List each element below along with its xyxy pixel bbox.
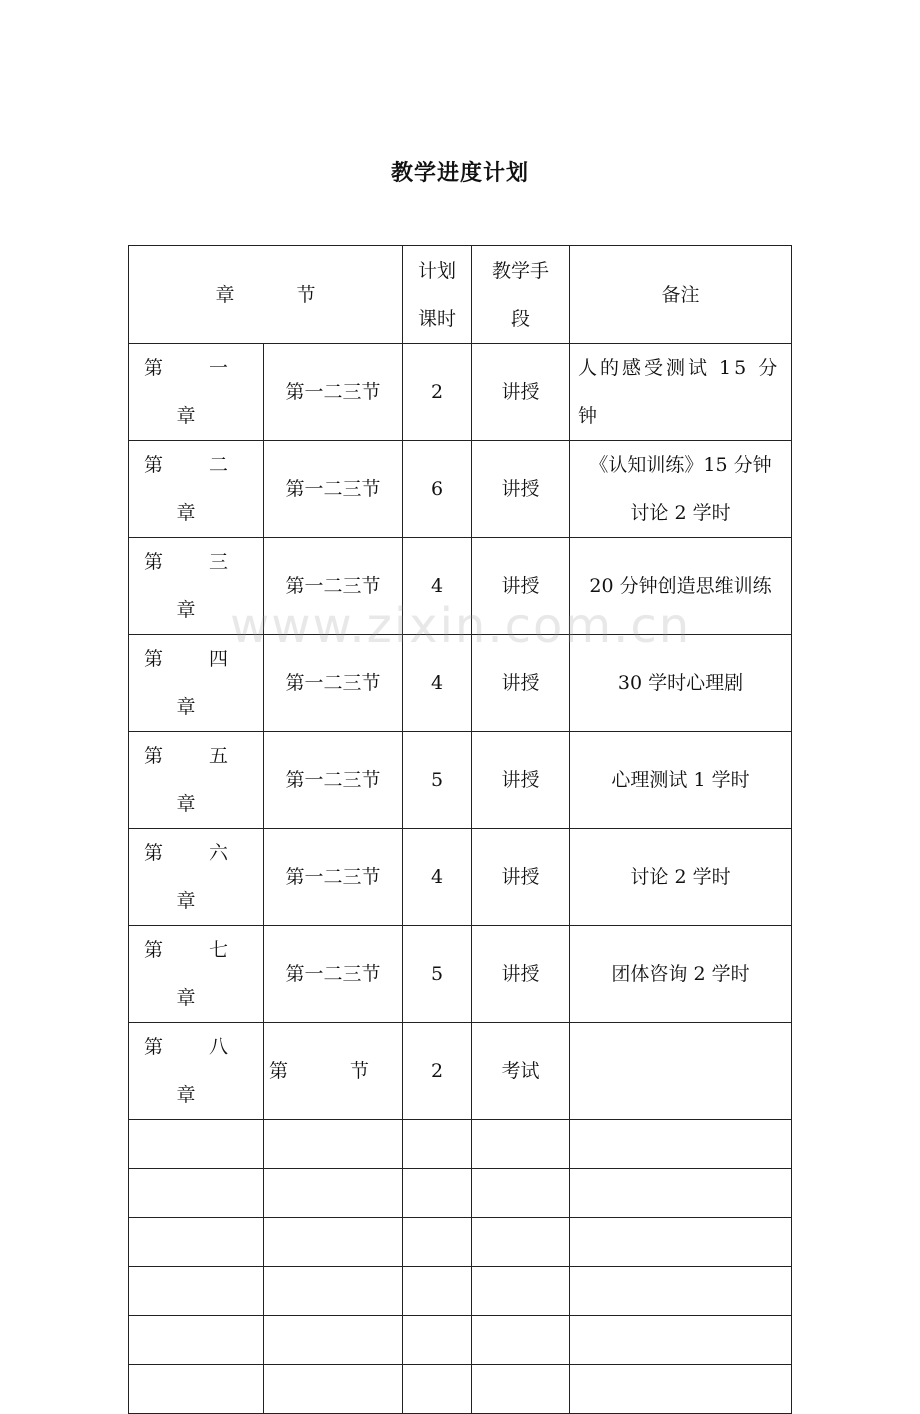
- table-row: [129, 926, 792, 1023]
- table-row: [129, 732, 792, 829]
- section-cell: 第 节: [264, 1023, 403, 1120]
- table-row: [129, 635, 792, 732]
- chapter-cell: 第 二 章: [129, 441, 264, 538]
- table-row: [129, 1023, 792, 1120]
- header-chapter-section: [129, 246, 403, 344]
- notes-line1: 人的感受测试 15 分: [578, 357, 781, 379]
- section-cell: 第一二三节: [264, 635, 403, 732]
- hours-cell: 2: [403, 344, 472, 441]
- method-cell: 讲授: [472, 441, 570, 538]
- section-cell: 第一二三节: [264, 732, 403, 829]
- empty-cell: [472, 1365, 570, 1414]
- empty-cell: [129, 1169, 264, 1218]
- header-hours-line2: 课时: [417, 307, 456, 330]
- notes-cell: [570, 344, 792, 441]
- empty-cell: [472, 1316, 570, 1365]
- method-cell: 讲授: [472, 635, 570, 732]
- hours-cell: 4: [403, 829, 472, 926]
- table-row: [129, 829, 792, 926]
- chapter-cell: 第 一 章: [129, 344, 264, 441]
- empty-cell: [570, 1365, 792, 1414]
- page-title: 教学进度计划: [390, 161, 529, 186]
- chapter-cell: 第 五 章: [129, 732, 264, 829]
- method-cell: 讲授: [472, 926, 570, 1023]
- hours-cell: 5: [403, 926, 472, 1023]
- empty-cell: [472, 1267, 570, 1316]
- table-row: [129, 441, 792, 538]
- section-cell: 第一二三节: [264, 344, 403, 441]
- header-row: [129, 246, 792, 344]
- method-cell: 讲授: [472, 344, 570, 441]
- notes-cell: [570, 441, 792, 538]
- empty-cell: [570, 1316, 792, 1365]
- empty-cell: [570, 1169, 792, 1218]
- empty-cell: [403, 1169, 472, 1218]
- section-cell: 第一二三节: [264, 538, 403, 635]
- notes-cell: 20 分钟创造思维训练: [570, 538, 792, 635]
- empty-cell: [264, 1365, 403, 1414]
- empty-cell: [403, 1316, 472, 1365]
- chapter-cell: 第 六 章: [129, 829, 264, 926]
- empty-cell: [264, 1218, 403, 1267]
- empty-cell: [403, 1365, 472, 1414]
- empty-cell: [129, 1316, 264, 1365]
- teaching-schedule-table: [128, 245, 792, 1414]
- empty-cell: [129, 1267, 264, 1316]
- empty-row: [129, 1267, 792, 1316]
- empty-cell: [264, 1316, 403, 1365]
- empty-row: [129, 1169, 792, 1218]
- notes-line2: 讨论 2 学时: [630, 502, 731, 524]
- section-cell: 第一二三节: [264, 441, 403, 538]
- chapter-cell: 第 三 章: [129, 538, 264, 635]
- header-method-line1: 教学手: [491, 259, 549, 282]
- watermark: www.zixin.com.cn: [230, 598, 692, 654]
- header-notes: 备注: [570, 246, 792, 344]
- empty-cell: [403, 1218, 472, 1267]
- empty-cell: [570, 1120, 792, 1169]
- empty-cell: [472, 1218, 570, 1267]
- notes-line1: 《认知训练》15 分钟: [589, 454, 772, 476]
- header-teaching-method: [472, 246, 570, 344]
- empty-cell: [129, 1365, 264, 1414]
- notes-cell: 心理测试 1 学时: [570, 732, 792, 829]
- header-hours-line1: 计划: [417, 259, 456, 282]
- method-cell: 考试: [472, 1023, 570, 1120]
- notes-cell: 30 学时心理剧: [570, 635, 792, 732]
- empty-row: [129, 1218, 792, 1267]
- empty-cell: [472, 1169, 570, 1218]
- notes-cell: [570, 1023, 792, 1120]
- notes-line2: 钟: [578, 405, 601, 427]
- hours-cell: 4: [403, 635, 472, 732]
- header-section-label: 节: [296, 283, 316, 306]
- empty-cell: [264, 1267, 403, 1316]
- empty-row: [129, 1120, 792, 1169]
- section-cell: 第一二三节: [264, 926, 403, 1023]
- header-planned-hours: [403, 246, 472, 344]
- empty-cell: [472, 1120, 570, 1169]
- empty-cell: [403, 1120, 472, 1169]
- empty-cell: [570, 1218, 792, 1267]
- empty-cell: [264, 1169, 403, 1218]
- empty-cell: [129, 1120, 264, 1169]
- chapter-cell: 第 四 章: [129, 635, 264, 732]
- hours-cell: 5: [403, 732, 472, 829]
- empty-row: [129, 1365, 792, 1414]
- table-row: [129, 538, 792, 635]
- empty-cell: [264, 1120, 403, 1169]
- hours-cell: 6: [403, 441, 472, 538]
- empty-row: [129, 1316, 792, 1365]
- header-chapter-label: 章: [215, 283, 235, 306]
- notes-cell: 团体咨询 2 学时: [570, 926, 792, 1023]
- hours-cell: 4: [403, 538, 472, 635]
- table-row: [129, 344, 792, 441]
- empty-cell: [403, 1267, 472, 1316]
- chapter-cell: 第 七 章: [129, 926, 264, 1023]
- empty-cell: [129, 1218, 264, 1267]
- method-cell: 讲授: [472, 829, 570, 926]
- notes-cell: 讨论 2 学时: [570, 829, 792, 926]
- chapter-cell: 第 八 章: [129, 1023, 264, 1120]
- method-cell: 讲授: [472, 538, 570, 635]
- hours-cell: 2: [403, 1023, 472, 1120]
- section-cell: 第一二三节: [264, 829, 403, 926]
- method-cell: 讲授: [472, 732, 570, 829]
- header-method-line2: 段: [510, 307, 530, 330]
- empty-cell: [570, 1267, 792, 1316]
